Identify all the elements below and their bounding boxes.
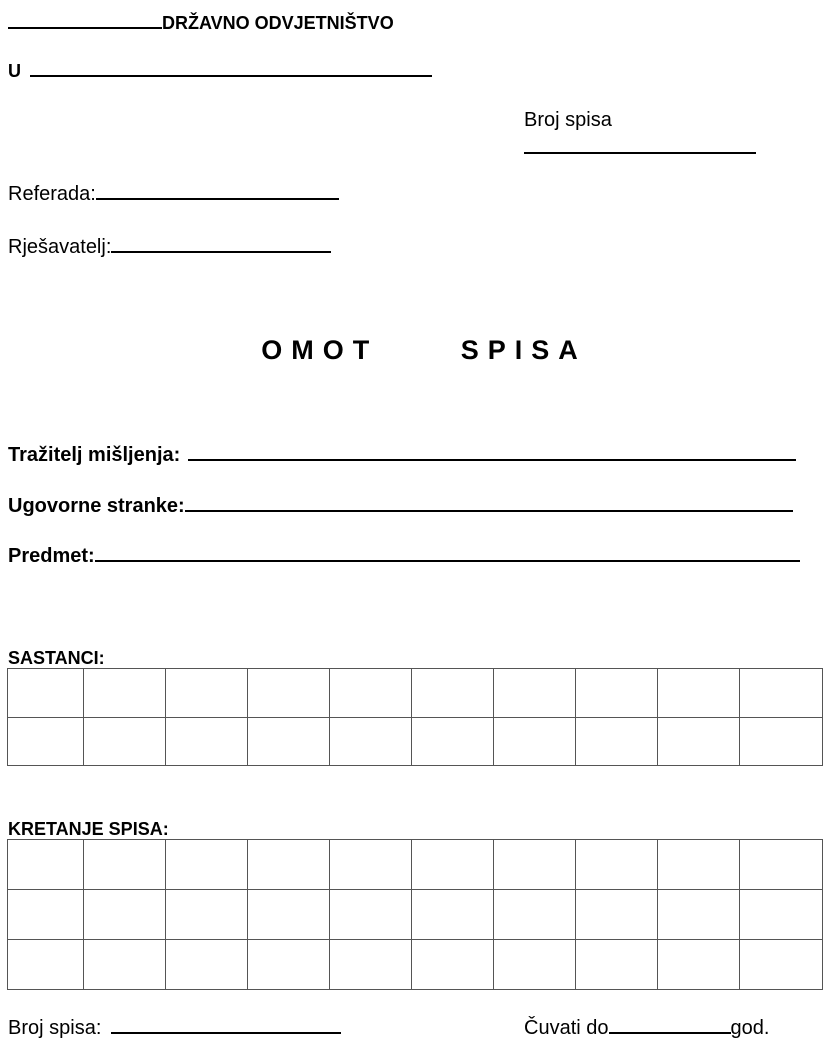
movement-cell[interactable] — [576, 940, 658, 990]
movement-cell[interactable] — [84, 840, 166, 890]
office-name-blank[interactable] — [8, 27, 162, 29]
meeting-cell[interactable] — [494, 718, 576, 766]
meeting-cell[interactable] — [412, 718, 494, 766]
predmet-label: Predmet: — [8, 545, 95, 567]
office-header — [8, 14, 394, 32]
meeting-cell[interactable] — [576, 718, 658, 766]
ugovorne-blank[interactable] — [185, 510, 793, 512]
case-number-blank[interactable] — [524, 152, 756, 154]
meetings-heading: SASTANCI: — [8, 648, 105, 668]
movement-cell[interactable] — [166, 840, 248, 890]
movement-cell[interactable] — [166, 940, 248, 990]
predmet-row — [8, 546, 800, 566]
location-prefix: U — [8, 61, 21, 81]
referada-label: Referada: — [8, 183, 96, 205]
movement-cell[interactable] — [494, 840, 576, 890]
meeting-cell[interactable] — [166, 669, 248, 718]
meeting-cell[interactable] — [330, 669, 412, 718]
movement-heading: KRETANJE SPISA: — [8, 819, 169, 839]
movement-cell[interactable] — [330, 940, 412, 990]
footer-case-number-row — [8, 1018, 341, 1038]
meeting-cell[interactable] — [84, 669, 166, 718]
meeting-cell[interactable] — [494, 669, 576, 718]
meeting-cell[interactable] — [8, 669, 84, 718]
movement-cell[interactable] — [658, 940, 740, 990]
movement-cell[interactable] — [740, 840, 823, 890]
rjesavatelj-row — [8, 237, 331, 257]
movement-cell[interactable] — [576, 890, 658, 940]
meeting-cell[interactable] — [412, 669, 494, 718]
table-row — [8, 669, 823, 718]
keep-until-blank[interactable] — [609, 1032, 731, 1034]
case-number-label: Broj spisa — [524, 109, 612, 131]
meeting-cell[interactable] — [330, 718, 412, 766]
office-label: DRŽAVNO ODVJETNIŠTVO — [162, 13, 394, 33]
table-row — [8, 718, 823, 766]
movement-cell[interactable] — [740, 890, 823, 940]
location-blank[interactable] — [30, 75, 432, 77]
meetings-table — [7, 668, 823, 766]
table-row — [8, 840, 823, 890]
meeting-cell[interactable] — [740, 718, 823, 766]
trazitelj-label: Tražitelj mišljenja: — [8, 444, 181, 466]
movement-cell[interactable] — [248, 840, 330, 890]
movement-cell[interactable] — [8, 940, 84, 990]
meeting-cell[interactable] — [576, 669, 658, 718]
meeting-cell[interactable] — [84, 718, 166, 766]
movement-cell[interactable] — [84, 890, 166, 940]
movement-cell[interactable] — [412, 890, 494, 940]
movement-table — [7, 839, 823, 990]
rjesavatelj-label: Rješavatelj: — [8, 236, 112, 258]
movement-cell[interactable] — [8, 890, 84, 940]
keep-until-label: Čuvati do — [524, 1017, 609, 1039]
movement-cell[interactable] — [8, 840, 84, 890]
movement-cell[interactable] — [166, 890, 248, 940]
location-row — [8, 62, 432, 80]
referada-blank[interactable] — [96, 198, 339, 200]
movement-cell[interactable] — [330, 890, 412, 940]
movement-cell[interactable] — [658, 840, 740, 890]
predmet-blank[interactable] — [95, 560, 800, 562]
meeting-cell[interactable] — [740, 669, 823, 718]
trazitelj-row — [8, 445, 796, 465]
movement-cell[interactable] — [248, 940, 330, 990]
trazitelj-blank[interactable] — [188, 459, 796, 461]
movement-cell[interactable] — [494, 940, 576, 990]
movement-cell[interactable] — [84, 940, 166, 990]
movement-cell[interactable] — [412, 840, 494, 890]
rjesavatelj-blank[interactable] — [111, 251, 331, 253]
footer-case-number-blank[interactable] — [111, 1032, 341, 1034]
ugovorne-label: Ugovorne stranke: — [8, 495, 185, 517]
page-title: OMOT SPISA — [261, 335, 587, 365]
movement-cell[interactable] — [412, 940, 494, 990]
meeting-cell[interactable] — [248, 718, 330, 766]
movement-cell[interactable] — [576, 840, 658, 890]
keep-until-row — [524, 1018, 769, 1038]
table-row — [8, 890, 823, 940]
movement-cell[interactable] — [740, 940, 823, 990]
meeting-cell[interactable] — [248, 669, 330, 718]
ugovorne-row — [8, 496, 793, 516]
table-row — [8, 940, 823, 990]
movement-cell[interactable] — [658, 890, 740, 940]
footer-case-number-label: Broj spisa: — [8, 1017, 102, 1039]
year-suffix: god. — [730, 1017, 770, 1039]
referada-row — [8, 184, 339, 204]
meeting-cell[interactable] — [658, 718, 740, 766]
meeting-cell[interactable] — [658, 669, 740, 718]
movement-cell[interactable] — [494, 890, 576, 940]
movement-cell[interactable] — [248, 890, 330, 940]
meeting-cell[interactable] — [166, 718, 248, 766]
meeting-cell[interactable] — [8, 718, 84, 766]
movement-cell[interactable] — [330, 840, 412, 890]
